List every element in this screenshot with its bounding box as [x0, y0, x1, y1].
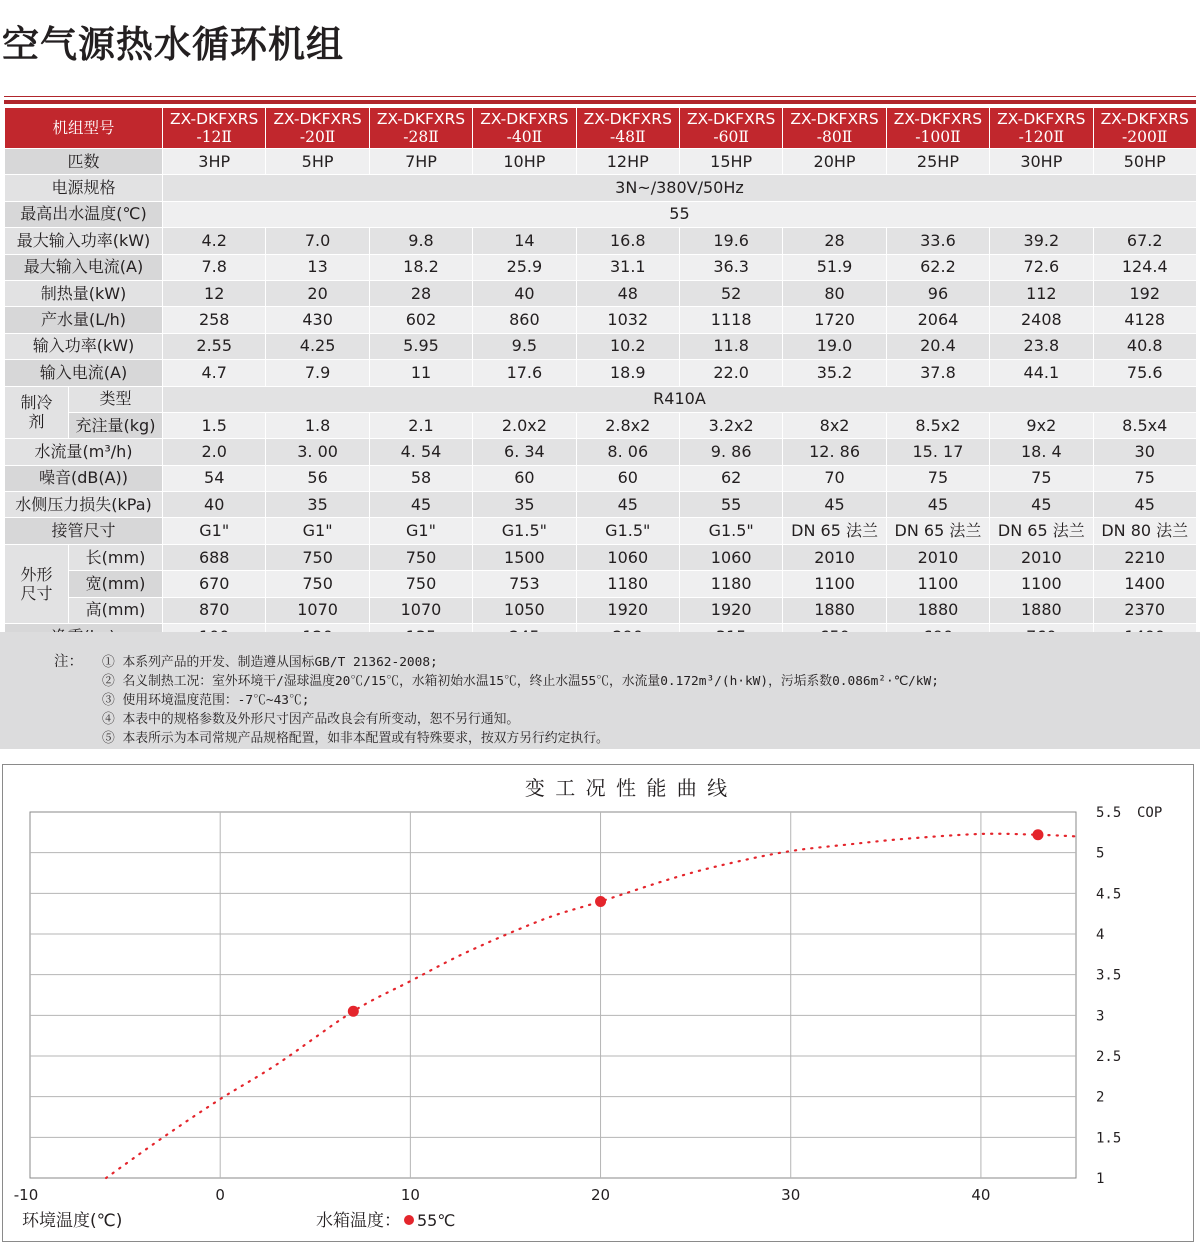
value-cell: 2.0 [163, 439, 266, 465]
title-rule-thin [4, 96, 1196, 97]
spec-row [5, 307, 1197, 333]
notes-prefix: 注： [54, 654, 83, 670]
title-rule-thick [4, 100, 1196, 104]
value-cell: 1032 [576, 307, 679, 333]
value-cell: DN 65 法兰 [783, 518, 886, 544]
model-suffix: -48Ⅱ [610, 128, 646, 146]
value-cell: 1070 [369, 597, 472, 623]
value-cell: 50HP [1093, 149, 1196, 175]
value-cell: 4.25 [266, 333, 369, 359]
row-label: 宽(mm) [69, 571, 163, 597]
value-cell: 56 [266, 465, 369, 491]
row-label: 匹数 [5, 149, 163, 175]
value-cell: 18. 4 [990, 439, 1093, 465]
model-name-cell [266, 108, 369, 149]
value-cell: 30 [1093, 439, 1196, 465]
legend-label: 水箱温度： [316, 1211, 401, 1231]
spec-row [5, 386, 1197, 412]
value-cell: 8. 06 [576, 439, 679, 465]
value-cell: 2.55 [163, 333, 266, 359]
value-cell: 36.3 [679, 254, 782, 280]
row-label: 制热量(kW) [5, 280, 163, 306]
value-cell: 2010 [990, 544, 1093, 570]
value-cell: 10.2 [576, 333, 679, 359]
row-label: 水侧压力损失(kPa) [5, 492, 163, 518]
x-tick-label: 30 [781, 1186, 801, 1204]
model-name-cell [163, 108, 266, 149]
value-cell: 1060 [576, 544, 679, 570]
value-cell: 45 [886, 492, 989, 518]
x-tick-label: 0 [215, 1186, 225, 1204]
value-cell: 35 [266, 492, 369, 518]
spec-table [4, 107, 1197, 650]
note-item: ① 本系列产品的开发、制造遵从国标GB/T 21362-2008; [102, 655, 438, 670]
page-title: 空气源热水循环机组 [2, 23, 344, 66]
value-cell: 15. 17 [886, 439, 989, 465]
value-cell: 18.9 [576, 360, 679, 386]
y-tick-label: 3.5 [1096, 967, 1122, 984]
row-label: 输入功率(kW) [5, 333, 163, 359]
value-cell: 753 [473, 571, 576, 597]
row-span-value: 55 [163, 201, 1197, 227]
value-cell: 2370 [1093, 597, 1196, 623]
spec-row [5, 149, 1197, 175]
spec-row [5, 280, 1197, 306]
value-cell: 750 [266, 544, 369, 570]
value-cell: DN 65 法兰 [990, 518, 1093, 544]
value-cell: 870 [163, 597, 266, 623]
y-tick-label: 1 [1096, 1171, 1105, 1187]
value-cell: 1060 [679, 544, 782, 570]
value-cell: 19.0 [783, 333, 886, 359]
value-cell: 80 [783, 280, 886, 306]
value-cell: 430 [266, 307, 369, 333]
value-cell: 40.8 [1093, 333, 1196, 359]
value-cell: G1.5" [473, 518, 576, 544]
value-cell: 11 [369, 360, 472, 386]
value-cell: G1" [369, 518, 472, 544]
y-tick-label: 1.5 [1096, 1130, 1122, 1147]
value-cell: 11.8 [679, 333, 782, 359]
value-cell: 7.0 [266, 228, 369, 254]
value-cell: 44.1 [990, 360, 1093, 386]
model-name-cell [990, 108, 1093, 149]
value-cell: G1" [266, 518, 369, 544]
value-cell: DN 65 法兰 [886, 518, 989, 544]
spec-row [5, 228, 1197, 254]
value-cell: 5.95 [369, 333, 472, 359]
value-cell: 25HP [886, 149, 989, 175]
value-cell: 2408 [990, 307, 1093, 333]
value-cell: 4.7 [163, 360, 266, 386]
value-cell: 39.2 [990, 228, 1093, 254]
value-cell: 8.5x4 [1093, 412, 1196, 438]
value-cell: 1050 [473, 597, 576, 623]
value-cell: 2.0x2 [473, 412, 576, 438]
value-cell: 750 [369, 571, 472, 597]
value-cell: 72.6 [990, 254, 1093, 280]
model-suffix: -120Ⅱ [1018, 128, 1065, 146]
value-cell: 8x2 [783, 412, 886, 438]
value-cell: 37.8 [886, 360, 989, 386]
value-cell: 1.5 [163, 412, 266, 438]
value-cell: 1500 [473, 544, 576, 570]
value-cell: 124.4 [1093, 254, 1196, 280]
model-name-cell [473, 108, 576, 149]
value-cell: 15HP [679, 149, 782, 175]
value-cell: 602 [369, 307, 472, 333]
value-cell: 2064 [886, 307, 989, 333]
model-series: ZX-DKFXRS [583, 110, 672, 128]
value-cell: 1.8 [266, 412, 369, 438]
value-cell: 4. 54 [369, 439, 472, 465]
value-cell: 2010 [783, 544, 886, 570]
value-cell: 60 [576, 465, 679, 491]
value-cell: 70 [783, 465, 886, 491]
model-suffix: -100Ⅱ [915, 128, 961, 146]
value-cell: 688 [163, 544, 266, 570]
value-cell: 670 [163, 571, 266, 597]
row-span-value: 3N~/380V/50Hz [163, 175, 1197, 201]
value-cell: 8.5x2 [886, 412, 989, 438]
value-cell: 35.2 [783, 360, 886, 386]
row-group-label: 外形尺寸 [5, 544, 69, 623]
value-cell: 51.9 [783, 254, 886, 280]
value-cell: 33.6 [886, 228, 989, 254]
value-cell: 1920 [679, 597, 782, 623]
y-axis-label: COP [1137, 805, 1163, 821]
value-cell: 9.8 [369, 228, 472, 254]
row-label: 接管尺寸 [5, 518, 163, 544]
value-cell: 19.6 [679, 228, 782, 254]
row-label: 水流量(m³/h) [5, 439, 163, 465]
spec-header-row [5, 108, 1197, 149]
value-cell: 28 [369, 280, 472, 306]
x-tick-label: 40 [971, 1186, 991, 1204]
header-label: 机组型号 [5, 108, 163, 149]
legend-value: 55℃ [417, 1211, 456, 1230]
x-tick-label: 20 [590, 1186, 611, 1204]
value-cell: G1.5" [679, 518, 782, 544]
value-cell: 45 [1093, 492, 1196, 518]
model-series: ZX-DKFXRS [790, 110, 879, 128]
row-label: 最大输入电流(A) [5, 254, 163, 280]
model-suffix: -60Ⅱ [713, 128, 749, 146]
model-suffix: -20Ⅱ [299, 128, 336, 146]
spec-row [5, 412, 1197, 438]
value-cell: 3. 00 [266, 439, 369, 465]
model-series: ZX-DKFXRS [687, 110, 776, 128]
model-series: ZX-DKFXRS [170, 110, 259, 128]
note-item: ② 名义制热工况：室外环境干/湿球温度20℃/15℃，水箱初始水温15℃，终止水温55℃，水流量0.172m³/(h·kW)，污垢系数0.086m²·℃/kW; [102, 674, 939, 689]
value-cell: 31.1 [576, 254, 679, 280]
x-tick-label: 10 [400, 1186, 420, 1204]
row-label: 最高出水温度(℃) [5, 201, 163, 227]
value-cell: 7.9 [266, 360, 369, 386]
value-cell: 750 [369, 544, 472, 570]
value-cell: 1070 [266, 597, 369, 623]
value-cell: 3HP [163, 149, 266, 175]
spec-table-body [5, 108, 1197, 650]
value-cell: 6. 34 [473, 439, 576, 465]
value-cell: 1100 [886, 571, 989, 597]
model-name-cell [1093, 108, 1196, 149]
row-label: 产水量(L/h) [5, 307, 163, 333]
value-cell: 2.1 [369, 412, 472, 438]
value-cell: 7HP [369, 149, 472, 175]
value-cell: 12 [163, 280, 266, 306]
y-tick-label: 2.5 [1096, 1049, 1122, 1065]
note-item: ③ 使用环境温度范围：-7℃~43℃; [102, 693, 310, 708]
notes-panel [0, 632, 1200, 749]
value-cell: DN 80 法兰 [1093, 518, 1196, 544]
value-cell: G1.5" [576, 518, 679, 544]
model-series: ZX-DKFXRS [1100, 110, 1189, 128]
model-suffix: -28Ⅱ [403, 128, 439, 146]
spec-row [5, 201, 1197, 227]
value-cell: 62.2 [886, 254, 989, 280]
value-cell: 1880 [783, 597, 886, 623]
spec-row [5, 360, 1197, 386]
value-cell: 9x2 [990, 412, 1093, 438]
value-cell: 4128 [1093, 307, 1196, 333]
value-cell: 25.9 [473, 254, 576, 280]
spec-row [5, 492, 1197, 518]
row-label: 电源规格 [5, 175, 163, 201]
row-label: 类型 [69, 386, 163, 412]
value-cell: 1100 [990, 571, 1093, 597]
y-tick-label: 2 [1096, 1089, 1105, 1106]
value-cell: 1880 [886, 597, 989, 623]
model-series: ZX-DKFXRS [480, 110, 569, 128]
value-cell: 258 [163, 307, 266, 333]
value-cell: 40 [473, 280, 576, 306]
value-cell: 48 [576, 280, 679, 306]
value-cell: 62 [679, 465, 782, 491]
spec-row [5, 439, 1197, 465]
value-cell: 5HP [266, 149, 369, 175]
value-cell: 60 [473, 465, 576, 491]
value-cell: 13 [266, 254, 369, 280]
y-tick-label: 4 [1096, 927, 1105, 943]
value-cell: 30HP [990, 149, 1093, 175]
value-cell: 750 [266, 571, 369, 597]
value-cell: 58 [369, 465, 472, 491]
value-cell: 96 [886, 280, 989, 306]
model-name-cell [576, 108, 679, 149]
value-cell: 54 [163, 465, 266, 491]
model-series: ZX-DKFXRS [893, 110, 983, 128]
value-cell: 112 [990, 280, 1093, 306]
chart-frame [2, 764, 1194, 1242]
value-cell: 67.2 [1093, 228, 1196, 254]
model-series: ZX-DKFXRS [273, 110, 362, 128]
value-cell: 1180 [679, 571, 782, 597]
value-cell: 20HP [783, 149, 886, 175]
value-cell: 20 [266, 280, 369, 306]
value-cell: 12. 86 [783, 439, 886, 465]
value-cell: 45 [369, 492, 472, 518]
x-tick-label: -10 [13, 1186, 39, 1204]
model-suffix: -40Ⅱ [506, 128, 543, 146]
model-suffix: -12Ⅱ [196, 128, 232, 146]
value-cell: 52 [679, 280, 782, 306]
spec-row [5, 175, 1197, 201]
y-tick-label: 3 [1096, 1008, 1105, 1025]
y-tick-label: 5 [1096, 845, 1105, 862]
row-label: 高(mm) [69, 597, 163, 623]
y-tick-label: 5.5 [1096, 805, 1122, 821]
value-cell: 75.6 [1093, 360, 1196, 386]
value-cell: 2010 [886, 544, 989, 570]
row-label: 输入电流(A) [5, 360, 163, 386]
value-cell: 45 [576, 492, 679, 518]
value-cell: 23.8 [990, 333, 1093, 359]
note-item: ④ 本表中的规格参数及外形尺寸因产品改良会有所变动，恕不另行通知。 [102, 712, 520, 727]
value-cell: 860 [473, 307, 576, 333]
model-suffix: -200Ⅱ [1122, 128, 1168, 146]
value-cell: 20.4 [886, 333, 989, 359]
model-name-cell [886, 108, 989, 149]
value-cell: 9.5 [473, 333, 576, 359]
spec-row [5, 333, 1197, 359]
value-cell: 1720 [783, 307, 886, 333]
value-cell: 10HP [473, 149, 576, 175]
value-cell: 55 [679, 492, 782, 518]
value-cell: 1880 [990, 597, 1093, 623]
value-cell: 2210 [1093, 544, 1196, 570]
value-cell: 22.0 [679, 360, 782, 386]
value-cell: G1" [163, 518, 266, 544]
value-cell: 1920 [576, 597, 679, 623]
note-item: ⑤ 本表所示为本司常规产品规格配置，如非本配置或有特殊要求，按双方另行约定执行。 [102, 731, 609, 746]
value-cell: 75 [1093, 465, 1196, 491]
spec-row [5, 544, 1197, 570]
row-label: 长(mm) [69, 544, 163, 570]
value-cell: 2.8x2 [576, 412, 679, 438]
model-name-cell [369, 108, 472, 149]
model-name-cell [679, 108, 782, 149]
value-cell: 45 [990, 492, 1093, 518]
spec-row [5, 254, 1197, 280]
value-cell: 16.8 [576, 228, 679, 254]
model-suffix: -80Ⅱ [816, 128, 853, 146]
value-cell: 3.2x2 [679, 412, 782, 438]
value-cell: 75 [886, 465, 989, 491]
value-cell: 17.6 [473, 360, 576, 386]
model-name-cell [783, 108, 886, 149]
model-series: ZX-DKFXRS [997, 110, 1086, 128]
value-cell: 14 [473, 228, 576, 254]
x-axis-label: 环境温度(℃) [22, 1211, 123, 1231]
row-span-value: R410A [163, 386, 1197, 412]
value-cell: 1100 [783, 571, 886, 597]
value-cell: 1400 [1093, 571, 1196, 597]
value-cell: 1180 [576, 571, 679, 597]
value-cell: 18.2 [369, 254, 472, 280]
value-cell: 4.2 [163, 228, 266, 254]
value-cell: 28 [783, 228, 886, 254]
spec-row [5, 571, 1197, 597]
value-cell: 75 [990, 465, 1093, 491]
row-label: 最大输入功率(kW) [5, 228, 163, 254]
row-group-label: 制冷剂 [5, 386, 69, 439]
model-series: ZX-DKFXRS [376, 110, 466, 128]
value-cell: 9. 86 [679, 439, 782, 465]
value-cell: 192 [1093, 280, 1196, 306]
y-tick-label: 4.5 [1096, 886, 1122, 903]
value-cell: 45 [783, 492, 886, 518]
spec-row [5, 597, 1197, 623]
value-cell: 40 [163, 492, 266, 518]
value-cell: 12HP [576, 149, 679, 175]
row-label: 噪音(dB(A)) [5, 465, 163, 491]
row-label: 充注量(kg) [69, 412, 163, 438]
spec-row [5, 518, 1197, 544]
value-cell: 35 [473, 492, 576, 518]
value-cell: 7.8 [163, 254, 266, 280]
spec-row [5, 465, 1197, 491]
chart-title: 变 工 况 性 能 曲 线 [524, 776, 730, 800]
value-cell: 1118 [679, 307, 782, 333]
